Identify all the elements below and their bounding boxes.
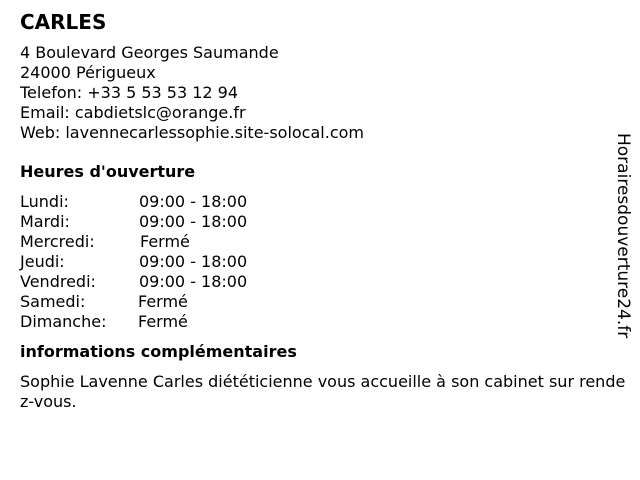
business-name: CARLES bbox=[20, 10, 107, 34]
time-value: 09:00 - 18:00 bbox=[139, 252, 248, 271]
day-label: Samedi: bbox=[20, 292, 86, 311]
web-line: Web: lavennecarlessophie.site-solocal.com bbox=[20, 123, 364, 142]
hours-row-thursday bbox=[20, 252, 632, 272]
day-label: Mercredi: bbox=[20, 232, 95, 251]
email-line: Email: cabdietslc@orange.fr bbox=[20, 103, 246, 122]
hours-row-saturday bbox=[20, 292, 632, 312]
time-value: Fermé bbox=[140, 232, 190, 251]
hours-title: Heures d'ouverture bbox=[20, 162, 196, 181]
hours-row-wednesday bbox=[20, 232, 632, 252]
day-label: Dimanche: bbox=[20, 312, 107, 331]
hours-row-sunday bbox=[20, 312, 632, 332]
address-line-2: 24000 Périgueux bbox=[20, 63, 156, 82]
hours-row-friday bbox=[20, 272, 632, 292]
hours-row-monday bbox=[20, 192, 632, 212]
time-value: Fermé bbox=[138, 312, 188, 331]
time-value: 09:00 - 18:00 bbox=[139, 212, 248, 231]
hours-row-tuesday bbox=[20, 212, 632, 232]
day-label: Lundi: bbox=[20, 192, 69, 211]
address-line-1: 4 Boulevard Georges Saumande bbox=[20, 43, 279, 62]
time-value: 09:00 - 18:00 bbox=[139, 272, 248, 291]
phone-line: Telefon: +33 5 53 53 12 94 bbox=[20, 83, 239, 102]
info-title: informations complémentaires bbox=[20, 342, 297, 361]
info-description: Sophie Lavenne Carles diététicienne vous accueille à son cabinet sur rendez-vous. bbox=[20, 372, 626, 411]
day-label: Mardi: bbox=[20, 212, 70, 231]
vertical-brand-label: Horairesdouverture24.fr bbox=[613, 133, 633, 339]
time-value: 09:00 - 18:00 bbox=[139, 192, 248, 211]
business-card bbox=[20, 9, 632, 412]
day-label: Vendredi: bbox=[20, 272, 96, 291]
time-value: Fermé bbox=[138, 292, 188, 311]
hours-table bbox=[20, 192, 632, 332]
day-label: Jeudi: bbox=[20, 252, 65, 271]
